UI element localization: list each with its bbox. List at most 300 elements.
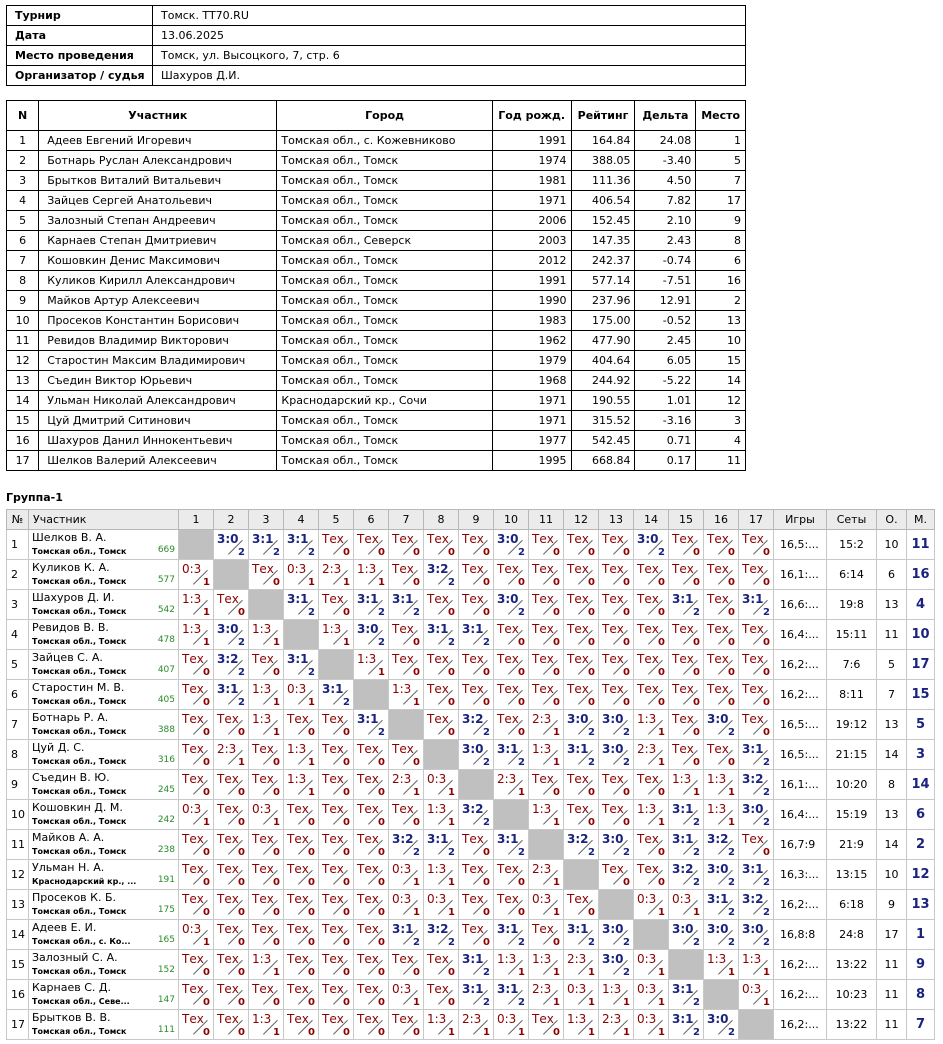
match-points: 1 bbox=[448, 907, 455, 918]
match-result-cell bbox=[669, 890, 704, 920]
grid-header-opponent: 9 bbox=[459, 510, 494, 530]
match-score: 0:3 bbox=[637, 892, 657, 906]
match-points: 1 bbox=[763, 967, 770, 978]
grid-header-opponent: 6 bbox=[354, 510, 389, 530]
match-score: 0:3 bbox=[532, 892, 552, 906]
match-result bbox=[354, 800, 388, 829]
match-score: Тех bbox=[392, 1012, 414, 1026]
match-score: 3:1 bbox=[427, 832, 449, 846]
match-result bbox=[249, 830, 283, 859]
participant-cell: 2.43 bbox=[635, 231, 696, 251]
match-points: 0 bbox=[518, 697, 525, 708]
match-points: 2 bbox=[728, 877, 735, 888]
match-points: 1 bbox=[448, 787, 455, 798]
match-points: 0 bbox=[343, 757, 350, 768]
match-score: 3:2 bbox=[392, 832, 414, 846]
match-points: 0 bbox=[238, 727, 245, 738]
match-result bbox=[704, 740, 738, 769]
participant-cell: -3.16 bbox=[635, 411, 696, 431]
match-result-cell bbox=[739, 680, 774, 710]
participant-cell: 147.35 bbox=[571, 231, 635, 251]
match-result-cell bbox=[459, 680, 494, 710]
match-points: 1 bbox=[203, 607, 210, 618]
match-result-cell bbox=[424, 1010, 459, 1040]
match-result bbox=[284, 890, 318, 919]
participant-cell: Куликов Кирилл Александрович bbox=[39, 271, 277, 291]
match-score: Тех bbox=[567, 532, 589, 546]
match-result-cell bbox=[739, 980, 774, 1010]
grid-games: 16,1:... bbox=[774, 770, 827, 800]
match-result-cell bbox=[389, 980, 424, 1010]
match-points: 0 bbox=[623, 667, 630, 678]
match-result-cell bbox=[249, 830, 284, 860]
match-score: Тех bbox=[532, 622, 554, 636]
match-score: 3:0 bbox=[707, 712, 729, 726]
match-points: 0 bbox=[413, 547, 420, 558]
match-result-cell bbox=[424, 620, 459, 650]
match-points: 2 bbox=[238, 547, 245, 558]
match-score: 3:1 bbox=[217, 682, 239, 696]
participant-cell: 477.90 bbox=[571, 331, 635, 351]
match-score: Тех bbox=[532, 922, 554, 936]
grid-participant-cell bbox=[29, 530, 179, 560]
match-score: Тех bbox=[567, 682, 589, 696]
match-result bbox=[739, 680, 773, 709]
match-result bbox=[634, 590, 668, 619]
participant-rating: 669 bbox=[157, 545, 175, 555]
match-points: 1 bbox=[588, 1027, 595, 1038]
grid-row-number: 15 bbox=[7, 950, 29, 980]
match-points: 1 bbox=[273, 727, 280, 738]
match-points: 2 bbox=[588, 937, 595, 948]
match-score: 1:3 bbox=[182, 592, 202, 606]
participant-short-name: Зайцев С. А. bbox=[32, 651, 103, 664]
match-score: Тех bbox=[602, 622, 624, 636]
match-result bbox=[459, 980, 493, 1009]
participant-rating: 152 bbox=[157, 965, 175, 975]
match-result bbox=[529, 890, 563, 919]
participant-row bbox=[7, 251, 746, 271]
match-points: 2 bbox=[483, 967, 490, 978]
participant-cell: 1971 bbox=[492, 391, 571, 411]
match-result bbox=[179, 1010, 213, 1039]
participant-cell: 190.55 bbox=[571, 391, 635, 411]
match-result bbox=[494, 770, 528, 799]
match-result-cell bbox=[214, 860, 249, 890]
match-score: Тех bbox=[567, 772, 589, 786]
match-result bbox=[599, 710, 633, 739]
match-points: 0 bbox=[623, 547, 630, 558]
participant-short-name: Цуй Д. С. bbox=[32, 741, 85, 754]
match-score: Тех bbox=[252, 772, 274, 786]
participants-header-cell: N bbox=[7, 101, 39, 131]
match-result bbox=[704, 620, 738, 649]
self-match-cell bbox=[389, 710, 424, 740]
self-match-cell bbox=[249, 590, 284, 620]
match-result-cell bbox=[459, 740, 494, 770]
match-points: 0 bbox=[378, 817, 385, 828]
match-result-cell bbox=[739, 740, 774, 770]
match-result bbox=[529, 620, 563, 649]
match-score: 3:1 bbox=[672, 1012, 694, 1026]
match-result-cell bbox=[424, 530, 459, 560]
grid-participant-cell bbox=[29, 1010, 179, 1040]
participant-cell: Шахуров Данил Иннокентьевич bbox=[39, 431, 277, 451]
match-result-cell bbox=[669, 800, 704, 830]
match-score: Тех bbox=[182, 862, 204, 876]
match-points: 0 bbox=[238, 877, 245, 888]
participant-cell: 6 bbox=[7, 231, 39, 251]
match-result bbox=[599, 830, 633, 859]
match-points: 0 bbox=[273, 847, 280, 858]
match-points: 1 bbox=[273, 817, 280, 828]
match-score: Тех bbox=[322, 832, 344, 846]
participants-table bbox=[6, 100, 746, 471]
match-result-cell bbox=[389, 890, 424, 920]
match-result bbox=[634, 830, 668, 859]
match-result bbox=[634, 950, 668, 979]
match-result-cell bbox=[389, 560, 424, 590]
match-result-cell bbox=[424, 920, 459, 950]
participant-row bbox=[7, 311, 746, 331]
grid-participant-cell bbox=[29, 890, 179, 920]
match-score: Тех bbox=[182, 772, 204, 786]
match-result-cell bbox=[459, 800, 494, 830]
match-result bbox=[564, 830, 598, 859]
match-result bbox=[389, 770, 423, 799]
participant-cell: 406.54 bbox=[571, 191, 635, 211]
grid-row-number: 6 bbox=[7, 680, 29, 710]
grid-row-number: 1 bbox=[7, 530, 29, 560]
grid-games: 16,5:... bbox=[774, 530, 827, 560]
match-result bbox=[284, 590, 318, 619]
match-result-cell bbox=[634, 830, 669, 860]
grid-row-number: 3 bbox=[7, 590, 29, 620]
match-result bbox=[179, 980, 213, 1009]
match-points: 1 bbox=[448, 877, 455, 888]
grid-place: 2 bbox=[907, 830, 935, 860]
match-points: 0 bbox=[238, 1027, 245, 1038]
participant-short-name: Куликов К. А. bbox=[32, 561, 110, 574]
match-result-cell bbox=[599, 530, 634, 560]
match-score: 0:3 bbox=[287, 562, 307, 576]
match-result bbox=[599, 530, 633, 559]
match-result-cell bbox=[354, 1010, 389, 1040]
match-result bbox=[564, 800, 598, 829]
match-result-cell bbox=[249, 920, 284, 950]
match-score: Тех bbox=[672, 562, 694, 576]
match-score: 1:3 bbox=[707, 772, 727, 786]
match-score: Тех bbox=[252, 982, 274, 996]
participant-block bbox=[29, 800, 178, 829]
participant-cell: 8 bbox=[696, 231, 746, 251]
match-result bbox=[739, 860, 773, 889]
participant-cell: Зайцев Сергей Анатольевич bbox=[39, 191, 277, 211]
participant-short-name: Залозный С. А. bbox=[32, 951, 118, 964]
participant-cell: -0.52 bbox=[635, 311, 696, 331]
match-result bbox=[529, 560, 563, 589]
tournament-info-table bbox=[6, 5, 746, 86]
match-points: 2 bbox=[238, 667, 245, 678]
match-result bbox=[669, 530, 703, 559]
match-result-cell bbox=[704, 590, 739, 620]
match-score: 1:3 bbox=[427, 802, 447, 816]
match-result-cell bbox=[704, 950, 739, 980]
match-points: 0 bbox=[728, 577, 735, 588]
participant-cell: Томская обл., Томск bbox=[277, 151, 492, 171]
match-result bbox=[669, 890, 703, 919]
match-points: 1 bbox=[238, 757, 245, 768]
match-score: Тех bbox=[532, 772, 554, 786]
match-result bbox=[494, 860, 528, 889]
match-score: Тех bbox=[322, 802, 344, 816]
grid-place: 6 bbox=[907, 800, 935, 830]
match-result bbox=[564, 890, 598, 919]
match-result-cell bbox=[494, 740, 529, 770]
match-result-cell bbox=[599, 740, 634, 770]
match-result-cell bbox=[494, 860, 529, 890]
match-result-cell bbox=[494, 920, 529, 950]
participant-city: Краснодарский кр., ... bbox=[32, 877, 136, 886]
match-result bbox=[214, 920, 248, 949]
match-result bbox=[669, 650, 703, 679]
grid-header-place: М. bbox=[907, 510, 935, 530]
match-result bbox=[529, 710, 563, 739]
match-points: 0 bbox=[763, 637, 770, 648]
match-points: 0 bbox=[448, 997, 455, 1008]
match-points: 0 bbox=[448, 697, 455, 708]
participant-cell: Томская обл., Томск bbox=[277, 371, 492, 391]
grid-row bbox=[7, 590, 935, 620]
match-score: Тех bbox=[497, 862, 519, 876]
match-score: 1:3 bbox=[602, 982, 622, 996]
grid-sets: 13:15 bbox=[827, 860, 877, 890]
match-points: 1 bbox=[308, 697, 315, 708]
match-points: 2 bbox=[378, 727, 385, 738]
match-result-cell bbox=[634, 800, 669, 830]
match-result bbox=[319, 920, 353, 949]
match-result-cell bbox=[564, 1010, 599, 1040]
match-points: 0 bbox=[273, 877, 280, 888]
match-points: 0 bbox=[343, 727, 350, 738]
grid-sets: 6:14 bbox=[827, 560, 877, 590]
self-match-cell bbox=[319, 650, 354, 680]
match-result-cell bbox=[459, 620, 494, 650]
match-points: 2 bbox=[448, 937, 455, 948]
participant-cell: 16 bbox=[7, 431, 39, 451]
grid-place: 16 bbox=[907, 560, 935, 590]
match-result bbox=[564, 1010, 598, 1039]
match-points: 2 bbox=[588, 757, 595, 768]
participant-cell: 2 bbox=[696, 291, 746, 311]
match-score: Тех bbox=[322, 712, 344, 726]
match-points: 0 bbox=[483, 877, 490, 888]
match-result bbox=[424, 920, 458, 949]
self-match-cell bbox=[179, 530, 214, 560]
match-result bbox=[494, 590, 528, 619]
match-points: 2 bbox=[238, 697, 245, 708]
match-score: Тех bbox=[672, 742, 694, 756]
match-points: 0 bbox=[763, 847, 770, 858]
match-score: 3:1 bbox=[567, 922, 589, 936]
match-score: 3:1 bbox=[497, 982, 519, 996]
match-score: 3:0 bbox=[567, 712, 589, 726]
match-score: Тех bbox=[287, 952, 309, 966]
match-score: Тех bbox=[707, 532, 729, 546]
match-score: Тех bbox=[182, 1012, 204, 1026]
grid-place: 3 bbox=[907, 740, 935, 770]
participant-block bbox=[29, 650, 178, 679]
match-score: Тех bbox=[637, 622, 659, 636]
match-result bbox=[634, 650, 668, 679]
match-points: 1 bbox=[728, 967, 735, 978]
match-result bbox=[564, 710, 598, 739]
match-score: 2:3 bbox=[602, 1012, 622, 1026]
grid-row bbox=[7, 890, 935, 920]
match-result bbox=[529, 590, 563, 619]
match-points: 1 bbox=[273, 967, 280, 978]
match-points: 0 bbox=[518, 727, 525, 738]
grid-games: 16,4:... bbox=[774, 800, 827, 830]
match-score: Тех bbox=[182, 892, 204, 906]
match-points: 0 bbox=[203, 757, 210, 768]
match-result-cell bbox=[599, 920, 634, 950]
match-score: 3:1 bbox=[497, 832, 519, 846]
match-score: Тех bbox=[532, 532, 554, 546]
match-result bbox=[529, 680, 563, 709]
match-points: 0 bbox=[308, 907, 315, 918]
match-result bbox=[319, 590, 353, 619]
match-result bbox=[214, 800, 248, 829]
match-points: 0 bbox=[623, 817, 630, 828]
match-score: Тех bbox=[532, 652, 554, 666]
match-result-cell bbox=[249, 980, 284, 1010]
participant-row bbox=[7, 451, 746, 471]
match-points: 0 bbox=[343, 967, 350, 978]
match-result-cell bbox=[214, 770, 249, 800]
match-result bbox=[319, 950, 353, 979]
match-score: 3:0 bbox=[602, 712, 624, 726]
match-result bbox=[599, 860, 633, 889]
match-result bbox=[669, 1010, 703, 1039]
match-score: 2:3 bbox=[532, 982, 552, 996]
match-points: 0 bbox=[273, 907, 280, 918]
grid-row bbox=[7, 800, 935, 830]
match-points: 1 bbox=[658, 907, 665, 918]
match-result-cell bbox=[529, 740, 564, 770]
match-points: 0 bbox=[693, 637, 700, 648]
grid-row bbox=[7, 740, 935, 770]
match-result bbox=[214, 980, 248, 1009]
match-result bbox=[389, 740, 423, 769]
match-result-cell bbox=[214, 740, 249, 770]
match-result bbox=[214, 770, 248, 799]
match-score: 3:1 bbox=[287, 592, 309, 606]
match-result-cell bbox=[214, 800, 249, 830]
match-result bbox=[214, 890, 248, 919]
grid-participant-cell bbox=[29, 800, 179, 830]
match-score: Тех bbox=[462, 862, 484, 876]
match-score: Тех bbox=[427, 532, 449, 546]
match-score: 1:3 bbox=[252, 682, 272, 696]
match-points: 1 bbox=[588, 997, 595, 1008]
match-result bbox=[459, 920, 493, 949]
match-result-cell bbox=[179, 860, 214, 890]
match-result-cell bbox=[284, 980, 319, 1010]
match-result-cell bbox=[634, 680, 669, 710]
match-result bbox=[389, 950, 423, 979]
match-points: 0 bbox=[763, 577, 770, 588]
match-score: Тех bbox=[602, 562, 624, 576]
match-score: Тех bbox=[707, 562, 729, 576]
match-points: 1 bbox=[203, 817, 210, 828]
match-score: 3:1 bbox=[252, 532, 274, 546]
match-points: 2 bbox=[308, 667, 315, 678]
match-points: 0 bbox=[518, 667, 525, 678]
match-result-cell bbox=[739, 800, 774, 830]
match-result-cell bbox=[214, 650, 249, 680]
match-points: 0 bbox=[728, 547, 735, 558]
participant-cell: 1977 bbox=[492, 431, 571, 451]
match-result bbox=[249, 650, 283, 679]
match-score: 0:3 bbox=[182, 802, 202, 816]
match-result bbox=[704, 1010, 738, 1039]
participant-city: Томская обл., Томск bbox=[32, 967, 127, 976]
match-points: 0 bbox=[728, 667, 735, 678]
match-points: 0 bbox=[203, 1027, 210, 1038]
match-points: 0 bbox=[658, 577, 665, 588]
grid-row-number: 12 bbox=[7, 860, 29, 890]
match-points: 0 bbox=[763, 547, 770, 558]
match-points: 0 bbox=[203, 907, 210, 918]
participant-cell: 3 bbox=[7, 171, 39, 191]
match-points: 0 bbox=[728, 697, 735, 708]
match-score: Тех bbox=[182, 742, 204, 756]
match-result-cell bbox=[494, 680, 529, 710]
match-result bbox=[249, 620, 283, 649]
match-result-cell bbox=[529, 1010, 564, 1040]
participant-rating: 147 bbox=[157, 995, 175, 1005]
grid-place: 13 bbox=[907, 890, 935, 920]
match-result bbox=[249, 950, 283, 979]
grid-row-number: 14 bbox=[7, 920, 29, 950]
match-result bbox=[389, 560, 423, 589]
match-result-cell bbox=[739, 590, 774, 620]
match-points: 0 bbox=[378, 997, 385, 1008]
match-result-cell bbox=[284, 530, 319, 560]
match-result-cell bbox=[389, 860, 424, 890]
match-result bbox=[704, 530, 738, 559]
participant-cell: Ульман Николай Александрович bbox=[39, 391, 277, 411]
match-score: Тех bbox=[217, 772, 239, 786]
match-score: 1:3 bbox=[287, 742, 307, 756]
match-result bbox=[459, 680, 493, 709]
match-result-cell bbox=[424, 650, 459, 680]
grid-sets: 19:12 bbox=[827, 710, 877, 740]
match-result bbox=[529, 1010, 563, 1039]
match-result-cell bbox=[704, 890, 739, 920]
match-result bbox=[529, 740, 563, 769]
match-result-cell bbox=[704, 920, 739, 950]
match-score: 0:3 bbox=[567, 982, 587, 996]
match-result bbox=[704, 950, 738, 979]
match-score: Тех bbox=[322, 862, 344, 876]
match-score: Тех bbox=[637, 652, 659, 666]
match-score: 3:2 bbox=[742, 892, 764, 906]
match-result bbox=[354, 920, 388, 949]
match-result bbox=[319, 740, 353, 769]
match-result-cell bbox=[214, 890, 249, 920]
